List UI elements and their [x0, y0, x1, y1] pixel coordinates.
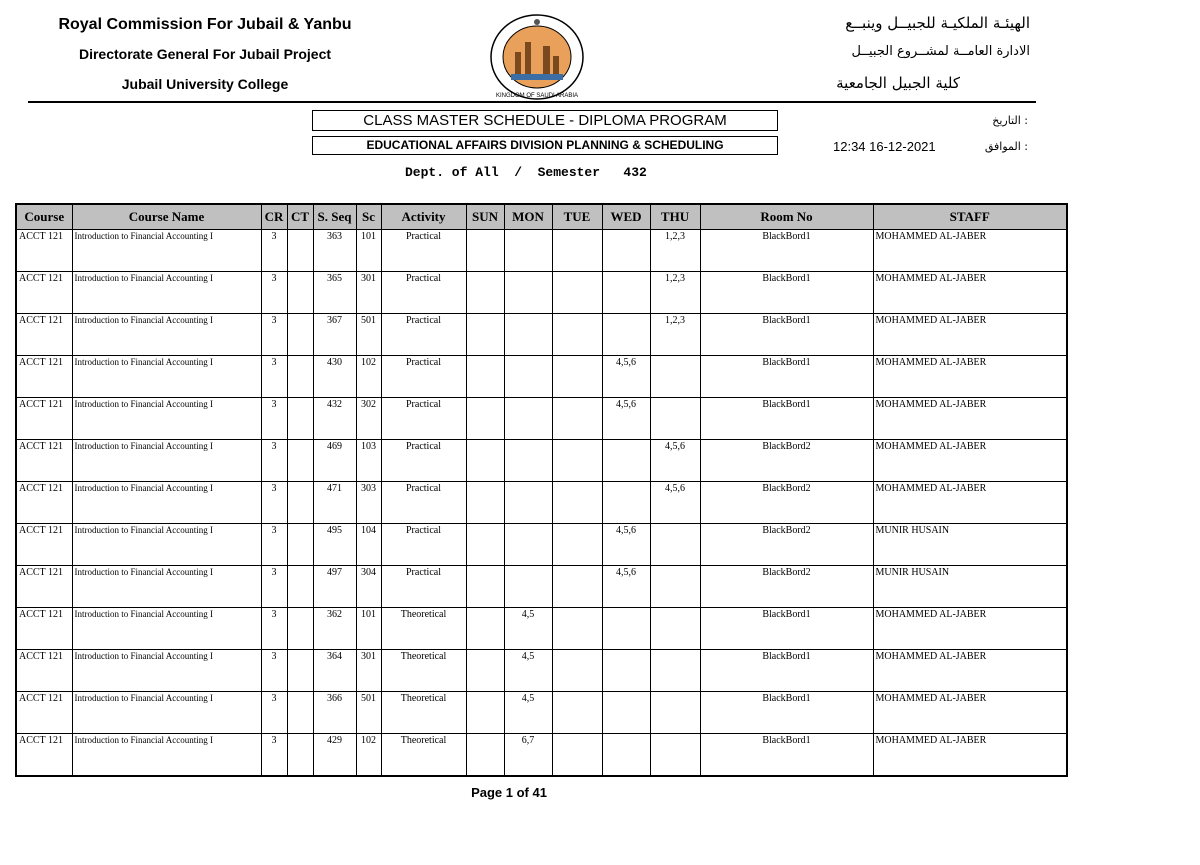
- cell-activity: Practical: [381, 524, 466, 566]
- cell-wed: [602, 692, 650, 734]
- cell-seq: 367: [313, 314, 356, 356]
- col-course-name: Course Name: [72, 204, 261, 230]
- cell-cr: 3: [261, 440, 287, 482]
- cell-mon: [504, 356, 552, 398]
- cell-thu: [650, 566, 700, 608]
- cell-ct: [287, 608, 313, 650]
- cell-sun: [466, 650, 504, 692]
- col-tue: TUE: [552, 204, 602, 230]
- table-row: [16, 734, 1067, 777]
- cell-room: BlackBord1: [700, 230, 873, 272]
- cell-cr: 3: [261, 398, 287, 440]
- cell-staff: MOHAMMED AL-JABER: [873, 230, 1067, 272]
- cell-sc: 301: [356, 272, 381, 314]
- cell-course: ACCT 121: [16, 440, 72, 482]
- cell-course: ACCT 121: [16, 398, 72, 440]
- cell-cr: 3: [261, 272, 287, 314]
- cell-tue: [552, 314, 602, 356]
- cell-tue: [552, 230, 602, 272]
- col-sc: Sc: [356, 204, 381, 230]
- cell-thu: 1,2,3: [650, 230, 700, 272]
- cell-staff: MOHAMMED AL-JABER: [873, 734, 1067, 777]
- cell-thu: 4,5,6: [650, 440, 700, 482]
- cell-staff: MOHAMMED AL-JABER: [873, 482, 1067, 524]
- col-cr: CR: [261, 204, 287, 230]
- cell-course: ACCT 121: [16, 608, 72, 650]
- cell-staff: MOHAMMED AL-JABER: [873, 608, 1067, 650]
- cell-mon: [504, 566, 552, 608]
- cell-activity: Theoretical: [381, 692, 466, 734]
- cell-wed: [602, 734, 650, 777]
- cell-sun: [466, 314, 504, 356]
- cell-seq: 471: [313, 482, 356, 524]
- cell-sun: [466, 398, 504, 440]
- cell-mon: 4,5: [504, 650, 552, 692]
- cell-sc: 501: [356, 692, 381, 734]
- table-row: [16, 692, 1067, 734]
- cell-room: BlackBord2: [700, 524, 873, 566]
- cell-room: BlackBord2: [700, 482, 873, 524]
- cell-sc: 104: [356, 524, 381, 566]
- cell-sun: [466, 566, 504, 608]
- cell-tue: [552, 356, 602, 398]
- college-en: Jubail University College: [121, 76, 289, 92]
- cell-ct: [287, 440, 313, 482]
- cell-sc: 101: [356, 230, 381, 272]
- table-row: [16, 356, 1067, 398]
- cell-room: BlackBord1: [700, 650, 873, 692]
- cell-activity: Theoretical: [381, 608, 466, 650]
- cell-thu: 4,5,6: [650, 482, 700, 524]
- cell-staff: MOHAMMED AL-JABER: [873, 650, 1067, 692]
- cell-seq: 363: [313, 230, 356, 272]
- cell-staff: MOHAMMED AL-JABER: [873, 272, 1067, 314]
- cell-ct: [287, 650, 313, 692]
- cell-sc: 102: [356, 356, 381, 398]
- cell-sc: 103: [356, 440, 381, 482]
- table-row: [16, 272, 1067, 314]
- cell-staff: MOHAMMED AL-JABER: [873, 356, 1067, 398]
- cell-cr: 3: [261, 314, 287, 356]
- cell-ct: [287, 482, 313, 524]
- cell-tue: [552, 734, 602, 777]
- cell-mon: [504, 482, 552, 524]
- cell-sc: 304: [356, 566, 381, 608]
- cell-wed: [602, 230, 650, 272]
- cell-cr: 3: [261, 692, 287, 734]
- cell-activity: Practical: [381, 398, 466, 440]
- table-row: [16, 398, 1067, 440]
- cell-cr: 3: [261, 650, 287, 692]
- cell-mon: 4,5: [504, 692, 552, 734]
- cell-ct: [287, 398, 313, 440]
- table-row: [16, 482, 1067, 524]
- cell-wed: [602, 650, 650, 692]
- directorate-en: Directorate General For Jubail Project: [78, 46, 332, 62]
- cell-ct: [287, 314, 313, 356]
- cell-activity: Practical: [381, 314, 466, 356]
- cell-thu: [650, 398, 700, 440]
- table-row: [16, 566, 1067, 608]
- cell-sc: 501: [356, 314, 381, 356]
- cell-tue: [552, 482, 602, 524]
- cell-course-name: Introduction to Financial Accounting I: [72, 650, 261, 692]
- cell-course-name: Introduction to Financial Accounting I: [72, 440, 261, 482]
- org-name-en: Royal Commission For Jubail & Yanbu: [58, 16, 352, 33]
- cell-mon: [504, 314, 552, 356]
- directorate-ar: الادارة العامــة لمشــروع الجبيــل: [851, 44, 1030, 59]
- col-sun: SUN: [466, 204, 504, 230]
- cell-room: BlackBord1: [700, 692, 873, 734]
- cell-cr: 3: [261, 734, 287, 777]
- table-row: [16, 650, 1067, 692]
- cell-ct: [287, 734, 313, 777]
- cell-course-name: Introduction to Financial Accounting I: [72, 482, 261, 524]
- col-mon: MON: [504, 204, 552, 230]
- table-row: [16, 230, 1067, 272]
- cell-seq: 497: [313, 566, 356, 608]
- cell-course: ACCT 121: [16, 314, 72, 356]
- cell-cr: 3: [261, 482, 287, 524]
- cell-tue: [552, 398, 602, 440]
- cell-room: BlackBord2: [700, 440, 873, 482]
- cell-sun: [466, 608, 504, 650]
- cell-thu: 1,2,3: [650, 314, 700, 356]
- cell-sun: [466, 230, 504, 272]
- print-date: 12:34 16-12-2021: [833, 139, 936, 154]
- cell-seq: 364: [313, 650, 356, 692]
- cell-staff: MOHAMMED AL-JABER: [873, 692, 1067, 734]
- col-staff: STAFF: [873, 204, 1067, 230]
- cell-course-name: Introduction to Financial Accounting I: [72, 230, 261, 272]
- cell-room: BlackBord1: [700, 398, 873, 440]
- cell-thu: [650, 734, 700, 777]
- col-room: Room No: [700, 204, 873, 230]
- table-row: [16, 440, 1067, 482]
- seal-caption: KINGDOM OF SAUDI ARABIA: [495, 93, 579, 99]
- cell-activity: Theoretical: [381, 650, 466, 692]
- date-label-hijri: : التاريخ: [992, 114, 1028, 127]
- cell-activity: Practical: [381, 272, 466, 314]
- schedule-table: [15, 203, 1068, 777]
- cell-wed: [602, 272, 650, 314]
- date-label-gregorian: : الموافق: [984, 140, 1028, 153]
- cell-room: BlackBord1: [700, 356, 873, 398]
- cell-sun: [466, 482, 504, 524]
- cell-staff: MUNIR HUSAIN: [873, 524, 1067, 566]
- division-title: EDUCATIONAL AFFAIRS DIVISION PLANNING & SCHEDULING: [312, 136, 778, 155]
- college-ar: كلية الجبيل الجامعية: [836, 74, 960, 92]
- cell-thu: [650, 356, 700, 398]
- cell-seq: 430: [313, 356, 356, 398]
- cell-wed: [602, 314, 650, 356]
- cell-activity: Practical: [381, 566, 466, 608]
- cell-wed: [602, 482, 650, 524]
- cell-ct: [287, 272, 313, 314]
- cell-mon: [504, 440, 552, 482]
- cell-activity: Practical: [381, 356, 466, 398]
- col-ct: CT: [287, 204, 313, 230]
- cell-tue: [552, 692, 602, 734]
- cell-thu: [650, 650, 700, 692]
- col-course: Course: [16, 204, 72, 230]
- cell-course: ACCT 121: [16, 230, 72, 272]
- cell-wed: 4,5,6: [602, 398, 650, 440]
- table-row: [16, 524, 1067, 566]
- cell-course: ACCT 121: [16, 482, 72, 524]
- page-indicator: Page 1 of 41: [471, 785, 547, 800]
- cell-tue: [552, 566, 602, 608]
- cell-wed: 4,5,6: [602, 356, 650, 398]
- cell-mon: [504, 398, 552, 440]
- cell-ct: [287, 692, 313, 734]
- cell-ct: [287, 566, 313, 608]
- cell-mon: 6,7: [504, 734, 552, 777]
- cell-cr: 3: [261, 608, 287, 650]
- cell-seq: 366: [313, 692, 356, 734]
- cell-mon: [504, 524, 552, 566]
- cell-seq: 432: [313, 398, 356, 440]
- col-wed: WED: [602, 204, 650, 230]
- cell-seq: 469: [313, 440, 356, 482]
- cell-sc: 302: [356, 398, 381, 440]
- cell-mon: [504, 272, 552, 314]
- cell-tue: [552, 440, 602, 482]
- cell-sun: [466, 272, 504, 314]
- cell-sc: 301: [356, 650, 381, 692]
- cell-course-name: Introduction to Financial Accounting I: [72, 566, 261, 608]
- cell-course-name: Introduction to Financial Accounting I: [72, 692, 261, 734]
- cell-wed: 4,5,6: [602, 524, 650, 566]
- cell-sun: [466, 440, 504, 482]
- cell-course-name: Introduction to Financial Accounting I: [72, 608, 261, 650]
- cell-thu: [650, 608, 700, 650]
- cell-room: BlackBord1: [700, 608, 873, 650]
- cell-tue: [552, 524, 602, 566]
- cell-tue: [552, 608, 602, 650]
- cell-seq: 365: [313, 272, 356, 314]
- cell-cr: 3: [261, 356, 287, 398]
- org-name-ar: الهيئـة الملكيـة للجبيــل وينبــع: [845, 14, 1030, 32]
- cell-sun: [466, 734, 504, 777]
- cell-cr: 3: [261, 524, 287, 566]
- cell-room: BlackBord1: [700, 314, 873, 356]
- cell-staff: MOHAMMED AL-JABER: [873, 440, 1067, 482]
- cell-tue: [552, 272, 602, 314]
- cell-thu: 1,2,3: [650, 272, 700, 314]
- cell-sc: 102: [356, 734, 381, 777]
- table-header-row: [16, 204, 1067, 230]
- cell-wed: 4,5,6: [602, 566, 650, 608]
- cell-sc: 101: [356, 608, 381, 650]
- cell-course: ACCT 121: [16, 734, 72, 777]
- cell-ct: [287, 356, 313, 398]
- cell-sun: [466, 692, 504, 734]
- cell-activity: Practical: [381, 440, 466, 482]
- cell-sun: [466, 356, 504, 398]
- cell-mon: [504, 230, 552, 272]
- cell-staff: MOHAMMED AL-JABER: [873, 398, 1067, 440]
- cell-mon: 4,5: [504, 608, 552, 650]
- cell-wed: [602, 608, 650, 650]
- cell-course: ACCT 121: [16, 272, 72, 314]
- cell-course-name: Introduction to Financial Accounting I: [72, 356, 261, 398]
- cell-staff: MOHAMMED AL-JABER: [873, 314, 1067, 356]
- cell-tue: [552, 650, 602, 692]
- cell-cr: 3: [261, 230, 287, 272]
- cell-room: BlackBord1: [700, 734, 873, 777]
- cell-room: BlackBord1: [700, 272, 873, 314]
- cell-course-name: Introduction to Financial Accounting I: [72, 524, 261, 566]
- col-activity: Activity: [381, 204, 466, 230]
- cell-cr: 3: [261, 566, 287, 608]
- cell-ct: [287, 230, 313, 272]
- cell-ct: [287, 524, 313, 566]
- header-divider: [28, 101, 1036, 103]
- col-seq: S. Seq: [313, 204, 356, 230]
- cell-sun: [466, 524, 504, 566]
- table-row: [16, 314, 1067, 356]
- cell-activity: Practical: [381, 230, 466, 272]
- cell-seq: 429: [313, 734, 356, 777]
- cell-course-name: Introduction to Financial Accounting I: [72, 272, 261, 314]
- cell-activity: Practical: [381, 482, 466, 524]
- cell-course-name: Introduction to Financial Accounting I: [72, 734, 261, 777]
- cell-sc: 303: [356, 482, 381, 524]
- cell-course-name: Introduction to Financial Accounting I: [72, 398, 261, 440]
- cell-staff: MUNIR HUSAIN: [873, 566, 1067, 608]
- table-row: [16, 608, 1067, 650]
- kingdom-seal-icon: [487, 12, 587, 102]
- cell-seq: 495: [313, 524, 356, 566]
- cell-course: ACCT 121: [16, 566, 72, 608]
- cell-course: ACCT 121: [16, 356, 72, 398]
- col-thu: THU: [650, 204, 700, 230]
- cell-course: ACCT 121: [16, 650, 72, 692]
- cell-course: ACCT 121: [16, 524, 72, 566]
- dept-semester-line: Dept. of All / Semester 432: [405, 165, 647, 180]
- cell-course: ACCT 121: [16, 692, 72, 734]
- cell-thu: [650, 692, 700, 734]
- cell-course-name: Introduction to Financial Accounting I: [72, 314, 261, 356]
- cell-activity: Theoretical: [381, 734, 466, 777]
- cell-room: BlackBord2: [700, 566, 873, 608]
- cell-thu: [650, 524, 700, 566]
- schedule-title: CLASS MASTER SCHEDULE - DIPLOMA PROGRAM: [312, 110, 778, 131]
- cell-seq: 362: [313, 608, 356, 650]
- cell-wed: [602, 440, 650, 482]
